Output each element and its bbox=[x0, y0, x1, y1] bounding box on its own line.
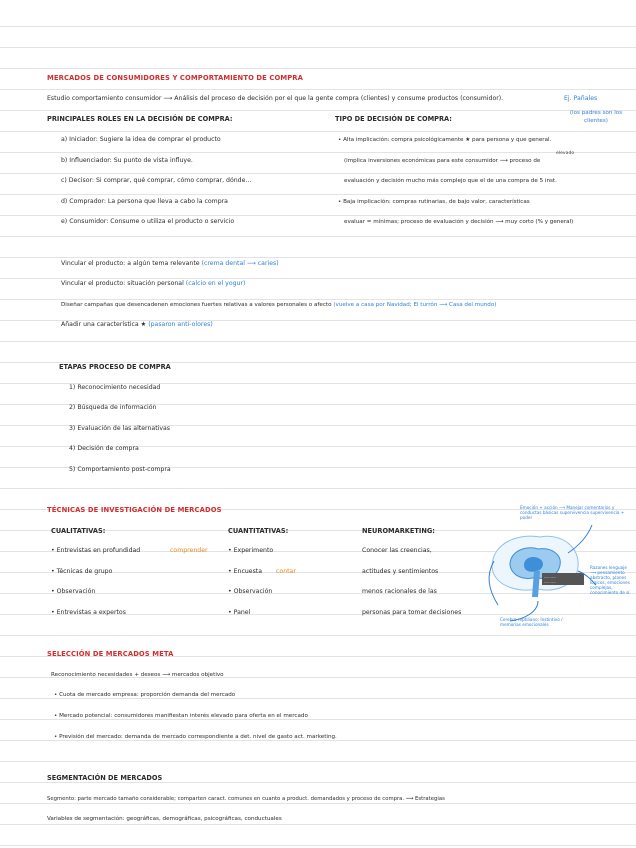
strategy-item bbox=[61, 301, 496, 309]
stage-item: 5) Comportamiento post-compra bbox=[69, 466, 171, 473]
stages-heading: ETAPAS PROCESO DE COMPRA bbox=[59, 363, 171, 371]
qualitative-note: comprender bbox=[170, 547, 208, 554]
stage-item: 1) Reconocimiento necesidad bbox=[69, 384, 161, 391]
roles-heading: PRINCIPALES ROLES EN LA DECISIÓN DE COMPRA: bbox=[47, 115, 233, 123]
decision-types-heading: TIPO DE DECISIÓN DE COMPRA: bbox=[335, 115, 452, 123]
decision-annotation: elevado bbox=[556, 151, 575, 156]
strategy-text: Diseñar campañas que desencadenen emociones fuertes relativas a valores personales o afecto bbox=[61, 302, 332, 308]
target-line: • Cuota de mercado empresa: proporción demanda del mercado bbox=[54, 692, 236, 698]
quantitative-item: • Experimento bbox=[228, 547, 274, 554]
segmentation-line: Segmento: parte mercado tamaño considerable; comparten caract. comunes en cuanto a product. demandados y proceso de compra. ⟿ Estrategias bbox=[47, 796, 445, 802]
decision-line: • Baja implicación: compras rutinarias, de bajo valor, características bbox=[338, 199, 530, 205]
quantitative-item: • Panel bbox=[228, 609, 251, 616]
intro-text: Estudio comportamiento consumidor ⟶ Análisis del proceso de decisión por el que la gente compra (clientes) y consume productos (consumidor). bbox=[47, 95, 504, 102]
target-line: • Previsión del mercado: demanda de mercado correspondiente a det. nivel de gasto act. marketing. bbox=[54, 734, 337, 740]
strategy-note: (vuelve a casa por Navidad; El turrón ⟶ Casa del mundo) bbox=[333, 302, 497, 308]
diagram-top-note: Emoción + acción ⟶ Manejar comentarios y conductas básicas supervivencia supervivencia + poder bbox=[520, 505, 625, 520]
page-title: MERCADOS DE CONSUMIDORES Y COMPORTAMIENTO DE COMPRA bbox=[47, 74, 303, 82]
neuromarketing-line: Conocer las creencias, bbox=[362, 547, 432, 554]
strategy-note: (pasaron anti-olores) bbox=[148, 321, 213, 328]
strategy-text: Vincular el producto: situación personal bbox=[61, 280, 184, 287]
target-line: • Mercado potencial: consumidores manifiestan interés elevado para oferta en el mercado bbox=[54, 713, 308, 719]
decision-line: (implica inversiones económicas para este consumidor ⟿ proceso de bbox=[344, 158, 541, 164]
qualitative-heading: CUALITATIVAS: bbox=[51, 527, 106, 535]
quantitative-item: • Encuesta bbox=[228, 568, 263, 575]
role-item: c) Decisor: Si comprar, qué comprar, cómo comprar, dónde... bbox=[61, 177, 252, 184]
target-heading: SELECCIÓN DE MERCADOS META bbox=[47, 650, 174, 658]
quantitative-item: • Observación bbox=[228, 588, 273, 595]
stage-item: 4) Decisión de compra bbox=[69, 445, 139, 452]
decision-line: evaluar = mínimas; proceso de evaluación y decisión ⟶ muy corto (% y general) bbox=[344, 219, 574, 225]
strategy-item bbox=[61, 280, 245, 288]
neuromarketing-line: menos racionales de las bbox=[362, 588, 437, 595]
svg-text:----- -----: ----- ----- bbox=[544, 580, 556, 584]
qualitative-item: • Entrevistas en profundidad bbox=[51, 547, 141, 554]
stage-item: 2) Búsqueda de información bbox=[69, 404, 157, 411]
diagram-right-note: Razones lenguaje ⟶ pensamiento abstracto, planes lógicos, emociones complejas, conocimiento de sí bbox=[590, 565, 630, 595]
quantitative-heading: CUANTITATIVAS: bbox=[228, 527, 289, 535]
neuromarketing-heading: NEUROMARKETING: bbox=[362, 527, 435, 535]
qualitative-item: • Técnicas de grupo bbox=[51, 568, 113, 575]
strategy-item bbox=[61, 260, 279, 268]
role-item: a) Iniciador: Sugiere la idea de comprar el producto bbox=[61, 136, 221, 143]
qualitative-item: • Observación bbox=[51, 588, 96, 595]
strategy-text: Vincular el producto: a algún tema relevante bbox=[61, 260, 200, 267]
neuromarketing-line: personas para tomar decisiones bbox=[362, 609, 462, 616]
strategy-note: (calcio en el yogur) bbox=[185, 280, 246, 287]
qualitative-item: • Entrevistas a expertos bbox=[51, 609, 126, 616]
strategy-item bbox=[61, 321, 213, 329]
segmentation-heading: SEGMENTACIÓN DE MERCADOS bbox=[47, 774, 163, 782]
intro-note: (los padres son los clientes) bbox=[569, 110, 623, 124]
diagram-bottom-note: Cerebro reptiliano: Instintivo / memorias emocionales bbox=[500, 617, 563, 627]
role-item: d) Comprador: La persona que lleva a cabo la compra bbox=[61, 198, 228, 205]
strategy-text: Añadir una característica ★ bbox=[61, 321, 147, 328]
decision-line: • Alta implicación: compra psicológicamente ★ para persona y que general. bbox=[338, 137, 552, 143]
strategy-note: (crema dental ⟶ caries) bbox=[201, 260, 279, 267]
role-item: b) Influenciador: Su punto de vista influye. bbox=[61, 157, 193, 164]
quantitative-note: contar bbox=[276, 568, 296, 575]
neuromarketing-line: actitudes y sentimientos bbox=[362, 568, 439, 575]
brain-diagram bbox=[480, 505, 630, 640]
role-item: e) Consumidor: Consume o utiliza el producto o servicio bbox=[61, 218, 235, 225]
research-heading: TÉCNICAS DE INVESTIGACIÓN DE MERCADOS bbox=[47, 506, 222, 514]
stage-item: 3) Evaluación de las alternativas bbox=[69, 425, 171, 432]
svg-text:----- -----: ----- ----- bbox=[544, 575, 556, 579]
intro-example: Ej. Pañales bbox=[564, 95, 598, 102]
segmentation-line: Variables de segmentación: geográficas, demográficas, psicográficas, conductuales bbox=[47, 816, 282, 822]
target-line: Reconocimiento necesidades + deseos ⟶ mercados objetivo bbox=[51, 672, 224, 678]
decision-line: evaluación y decisión mucho más complejo que el de una compra de 5 inst. bbox=[344, 178, 557, 184]
